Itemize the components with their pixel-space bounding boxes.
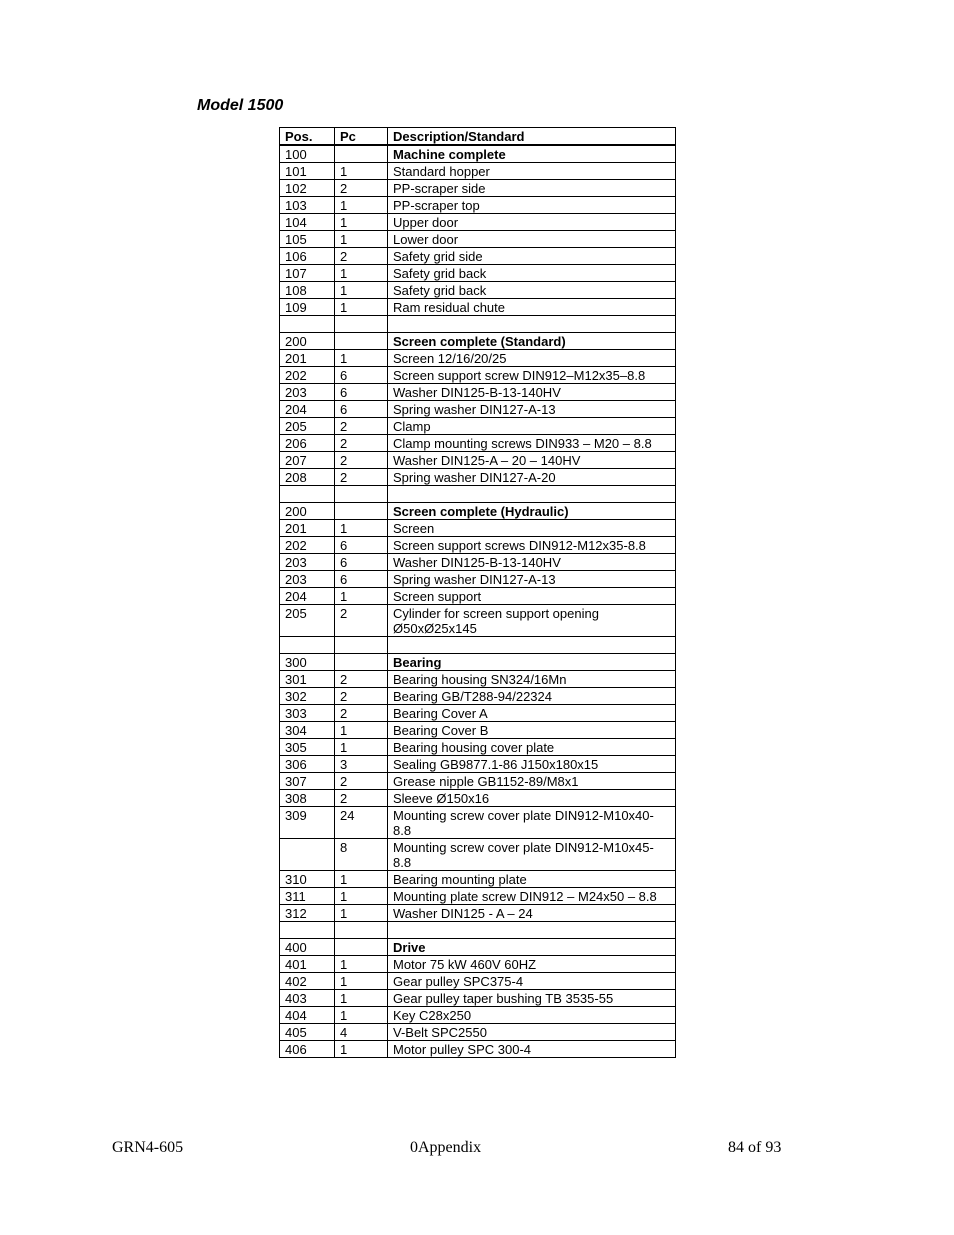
table-row bbox=[280, 773, 676, 790]
cell-pc: 2 bbox=[335, 688, 388, 705]
cell-pos: 311 bbox=[280, 888, 335, 905]
cell-pc: 4 bbox=[335, 1024, 388, 1041]
cell-description: Screen bbox=[388, 520, 676, 537]
cell-pc: 2 bbox=[335, 452, 388, 469]
cell-description: Screen support screw DIN912–M12x35–8.8 bbox=[388, 367, 676, 384]
parts-table-body bbox=[280, 145, 676, 1058]
cell-pos: 401 bbox=[280, 956, 335, 973]
table-row bbox=[280, 705, 676, 722]
cell-pos: 306 bbox=[280, 756, 335, 773]
table-row bbox=[280, 145, 676, 163]
cell-pos: 108 bbox=[280, 282, 335, 299]
cell-pos: 304 bbox=[280, 722, 335, 739]
cell-pc bbox=[335, 922, 388, 939]
cell-pos: 312 bbox=[280, 905, 335, 922]
cell-pos: 101 bbox=[280, 163, 335, 180]
cell-pos: 302 bbox=[280, 688, 335, 705]
cell-pos: 308 bbox=[280, 790, 335, 807]
table-row bbox=[280, 756, 676, 773]
table-row bbox=[280, 654, 676, 671]
cell-description: Machine complete bbox=[388, 145, 676, 163]
cell-pc: 1 bbox=[335, 739, 388, 756]
cell-description: Bearing GB/T288-94/22324 bbox=[388, 688, 676, 705]
table-row bbox=[280, 435, 676, 452]
cell-description: Lower door bbox=[388, 231, 676, 248]
cell-pc: 1 bbox=[335, 231, 388, 248]
table-row bbox=[280, 839, 676, 871]
cell-description: Mounting plate screw DIN912 – M24x50 – 8.8 bbox=[388, 888, 676, 905]
cell-description: V-Belt SPC2550 bbox=[388, 1024, 676, 1041]
cell-description: Screen complete (Standard) bbox=[388, 333, 676, 350]
cell-pc: 1 bbox=[335, 871, 388, 888]
cell-description: Sealing GB9877.1-86 J150x180x15 bbox=[388, 756, 676, 773]
cell-pos bbox=[280, 637, 335, 654]
cell-description: Spring washer DIN127-A-13 bbox=[388, 401, 676, 418]
cell-pc: 2 bbox=[335, 705, 388, 722]
cell-pos: 201 bbox=[280, 520, 335, 537]
cell-pc: 1 bbox=[335, 905, 388, 922]
table-row bbox=[280, 1024, 676, 1041]
cell-pos: 206 bbox=[280, 435, 335, 452]
table-row bbox=[280, 231, 676, 248]
cell-pc: 1 bbox=[335, 299, 388, 316]
table-row bbox=[280, 180, 676, 197]
table-row bbox=[280, 316, 676, 333]
header-pos: Pos. bbox=[280, 128, 335, 146]
table-row bbox=[280, 1007, 676, 1024]
cell-pos: 202 bbox=[280, 367, 335, 384]
cell-pc: 2 bbox=[335, 180, 388, 197]
cell-description: Bearing mounting plate bbox=[388, 871, 676, 888]
cell-description: PP-scraper top bbox=[388, 197, 676, 214]
table-row bbox=[280, 605, 676, 637]
cell-pc: 1 bbox=[335, 350, 388, 367]
cell-pos: 204 bbox=[280, 588, 335, 605]
cell-pos: 305 bbox=[280, 739, 335, 756]
cell-pos: 207 bbox=[280, 452, 335, 469]
cell-pc: 6 bbox=[335, 367, 388, 384]
cell-description: Washer DIN125 - A – 24 bbox=[388, 905, 676, 922]
table-row bbox=[280, 520, 676, 537]
table-row bbox=[280, 588, 676, 605]
cell-description: Washer DIN125-B-13-140HV bbox=[388, 384, 676, 401]
cell-pos: 103 bbox=[280, 197, 335, 214]
cell-description: Key C28x250 bbox=[388, 1007, 676, 1024]
table-row bbox=[280, 807, 676, 839]
cell-pos: 307 bbox=[280, 773, 335, 790]
cell-pc: 6 bbox=[335, 401, 388, 418]
cell-pos: 203 bbox=[280, 571, 335, 588]
cell-description: Upper door bbox=[388, 214, 676, 231]
table-row bbox=[280, 299, 676, 316]
table-row bbox=[280, 401, 676, 418]
cell-pc: 2 bbox=[335, 469, 388, 486]
cell-description: Gear pulley taper bushing TB 3535-55 bbox=[388, 990, 676, 1007]
cell-pos: 200 bbox=[280, 503, 335, 520]
cell-pc: 6 bbox=[335, 571, 388, 588]
cell-pc: 1 bbox=[335, 722, 388, 739]
cell-pos: 309 bbox=[280, 807, 335, 839]
table-row bbox=[280, 1041, 676, 1058]
cell-pos bbox=[280, 486, 335, 503]
cell-pc bbox=[335, 939, 388, 956]
cell-pc bbox=[335, 637, 388, 654]
cell-description: Bearing housing cover plate bbox=[388, 739, 676, 756]
table-row bbox=[280, 503, 676, 520]
cell-description: Washer DIN125-A – 20 – 140HV bbox=[388, 452, 676, 469]
cell-pos: 300 bbox=[280, 654, 335, 671]
cell-pos: 406 bbox=[280, 1041, 335, 1058]
cell-description: Sleeve Ø150x16 bbox=[388, 790, 676, 807]
cell-pc: 6 bbox=[335, 537, 388, 554]
table-row bbox=[280, 486, 676, 503]
table-header-row bbox=[280, 128, 676, 146]
cell-pc bbox=[335, 503, 388, 520]
cell-pc: 1 bbox=[335, 956, 388, 973]
cell-pos: 310 bbox=[280, 871, 335, 888]
cell-pos: 208 bbox=[280, 469, 335, 486]
cell-pos: 204 bbox=[280, 401, 335, 418]
table-row bbox=[280, 956, 676, 973]
table-row bbox=[280, 367, 676, 384]
cell-pos: 201 bbox=[280, 350, 335, 367]
table-row bbox=[280, 350, 676, 367]
cell-pc: 1 bbox=[335, 197, 388, 214]
table-row bbox=[280, 469, 676, 486]
cell-pos: 106 bbox=[280, 248, 335, 265]
cell-description: Safety grid side bbox=[388, 248, 676, 265]
cell-pc: 1 bbox=[335, 282, 388, 299]
cell-pc bbox=[335, 145, 388, 163]
table-row bbox=[280, 939, 676, 956]
cell-description: Bearing bbox=[388, 654, 676, 671]
cell-pc: 2 bbox=[335, 773, 388, 790]
table-row bbox=[280, 671, 676, 688]
cell-pos: 404 bbox=[280, 1007, 335, 1024]
cell-pos: 100 bbox=[280, 145, 335, 163]
cell-pc: 2 bbox=[335, 435, 388, 452]
cell-pos: 105 bbox=[280, 231, 335, 248]
table-row bbox=[280, 990, 676, 1007]
cell-pos: 203 bbox=[280, 554, 335, 571]
table-row bbox=[280, 790, 676, 807]
cell-description: Spring washer DIN127-A-20 bbox=[388, 469, 676, 486]
cell-pc: 2 bbox=[335, 605, 388, 637]
cell-description: Motor 75 kW 460V 60HZ bbox=[388, 956, 676, 973]
cell-description: Clamp bbox=[388, 418, 676, 435]
cell-description: Bearing housing SN324/16Mn bbox=[388, 671, 676, 688]
cell-pc bbox=[335, 486, 388, 503]
cell-pc: 1 bbox=[335, 1041, 388, 1058]
table-row bbox=[280, 571, 676, 588]
cell-pos: 109 bbox=[280, 299, 335, 316]
table-row bbox=[280, 418, 676, 435]
cell-pos: 405 bbox=[280, 1024, 335, 1041]
cell-pos bbox=[280, 839, 335, 871]
cell-description: Bearing Cover B bbox=[388, 722, 676, 739]
cell-pc bbox=[335, 333, 388, 350]
cell-pc: 2 bbox=[335, 248, 388, 265]
footer-document-id: GRN4-605 bbox=[112, 1139, 184, 1156]
cell-description: Washer DIN125-B-13-140HV bbox=[388, 554, 676, 571]
header-description: Description/Standard bbox=[388, 128, 676, 146]
cell-description: Bearing Cover A bbox=[388, 705, 676, 722]
cell-description: Ram residual chute bbox=[388, 299, 676, 316]
table-row bbox=[280, 248, 676, 265]
cell-pc: 2 bbox=[335, 671, 388, 688]
cell-pc: 1 bbox=[335, 888, 388, 905]
table-row bbox=[280, 888, 676, 905]
cell-pc: 6 bbox=[335, 384, 388, 401]
table-row bbox=[280, 282, 676, 299]
table-row bbox=[280, 722, 676, 739]
cell-pc: 1 bbox=[335, 520, 388, 537]
cell-description: Motor pulley SPC 300-4 bbox=[388, 1041, 676, 1058]
cell-description: Gear pulley SPC375-4 bbox=[388, 973, 676, 990]
cell-description: Mounting screw cover plate DIN912-M10x40-8.8 bbox=[388, 807, 676, 839]
cell-pc: 24 bbox=[335, 807, 388, 839]
table-row bbox=[280, 554, 676, 571]
cell-pos: 303 bbox=[280, 705, 335, 722]
cell-description bbox=[388, 486, 676, 503]
cell-pos: 202 bbox=[280, 537, 335, 554]
cell-pc: 2 bbox=[335, 790, 388, 807]
cell-pos: 102 bbox=[280, 180, 335, 197]
cell-pos: 402 bbox=[280, 973, 335, 990]
cell-description: Safety grid back bbox=[388, 265, 676, 282]
cell-pos bbox=[280, 316, 335, 333]
table-row bbox=[280, 637, 676, 654]
cell-pos: 205 bbox=[280, 418, 335, 435]
cell-description: Clamp mounting screws DIN933 – M20 – 8.8 bbox=[388, 435, 676, 452]
cell-description: Drive bbox=[388, 939, 676, 956]
footer-section: 0Appendix bbox=[410, 1139, 482, 1156]
header-pc: Pc bbox=[335, 128, 388, 146]
cell-pos bbox=[280, 922, 335, 939]
cell-description bbox=[388, 922, 676, 939]
cell-pc: 2 bbox=[335, 418, 388, 435]
cell-description: Safety grid back bbox=[388, 282, 676, 299]
table-row bbox=[280, 905, 676, 922]
table-row bbox=[280, 537, 676, 554]
cell-description: Screen support bbox=[388, 588, 676, 605]
cell-pos: 200 bbox=[280, 333, 335, 350]
cell-pc bbox=[335, 654, 388, 671]
cell-pc: 1 bbox=[335, 214, 388, 231]
table-row bbox=[280, 197, 676, 214]
cell-pos: 205 bbox=[280, 605, 335, 637]
parts-table bbox=[279, 127, 676, 1058]
table-row bbox=[280, 739, 676, 756]
table-row bbox=[280, 973, 676, 990]
cell-description bbox=[388, 637, 676, 654]
cell-pc: 1 bbox=[335, 990, 388, 1007]
cell-pc: 1 bbox=[335, 973, 388, 990]
cell-pc: 1 bbox=[335, 1007, 388, 1024]
cell-description: Standard hopper bbox=[388, 163, 676, 180]
table-row bbox=[280, 871, 676, 888]
cell-pos: 104 bbox=[280, 214, 335, 231]
cell-pc: 1 bbox=[335, 163, 388, 180]
cell-description: Spring washer DIN127-A-13 bbox=[388, 571, 676, 588]
cell-description: Grease nipple GB1152-89/M8x1 bbox=[388, 773, 676, 790]
cell-description: Screen 12/16/20/25 bbox=[388, 350, 676, 367]
cell-description: Cylinder for screen support opening Ø50xØ25x145 bbox=[388, 605, 676, 637]
cell-pc: 1 bbox=[335, 265, 388, 282]
cell-pc bbox=[335, 316, 388, 333]
table-row bbox=[280, 333, 676, 350]
table-row bbox=[280, 452, 676, 469]
footer-page-number: 84 of 93 bbox=[728, 1139, 782, 1156]
cell-pos: 403 bbox=[280, 990, 335, 1007]
table-row bbox=[280, 922, 676, 939]
cell-pos: 301 bbox=[280, 671, 335, 688]
cell-pc: 8 bbox=[335, 839, 388, 871]
cell-pc: 6 bbox=[335, 554, 388, 571]
model-title: Model 1500 bbox=[197, 97, 284, 114]
table-row bbox=[280, 384, 676, 401]
table-row bbox=[280, 163, 676, 180]
cell-description: Screen complete (Hydraulic) bbox=[388, 503, 676, 520]
cell-pc: 3 bbox=[335, 756, 388, 773]
table-row bbox=[280, 265, 676, 282]
table-row bbox=[280, 688, 676, 705]
table-row bbox=[280, 214, 676, 231]
cell-description: Screen support screws DIN912-M12x35-8.8 bbox=[388, 537, 676, 554]
cell-pos: 203 bbox=[280, 384, 335, 401]
cell-pc: 1 bbox=[335, 588, 388, 605]
cell-description: Mounting screw cover plate DIN912-M10x45-8.8 bbox=[388, 839, 676, 871]
cell-description: PP-scraper side bbox=[388, 180, 676, 197]
cell-description bbox=[388, 316, 676, 333]
cell-pos: 400 bbox=[280, 939, 335, 956]
cell-pos: 107 bbox=[280, 265, 335, 282]
